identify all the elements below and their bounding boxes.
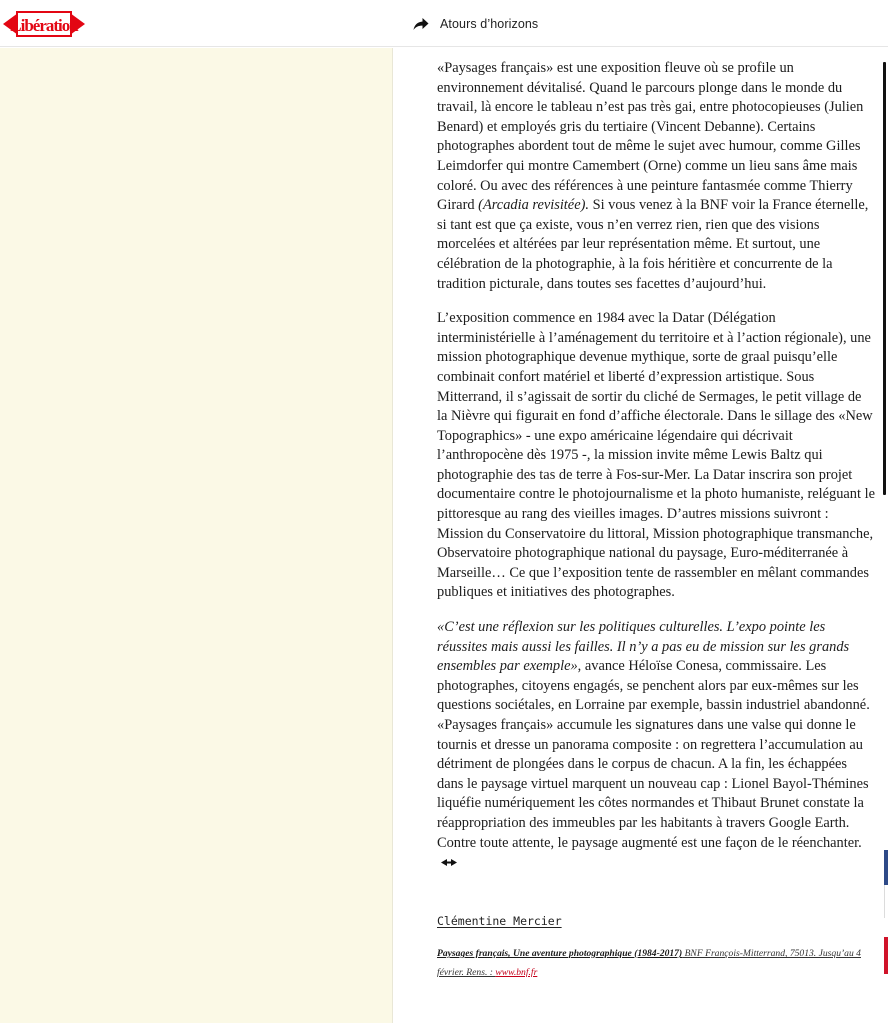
share-arrow-icon [413,17,429,31]
article-paragraph-3 [437,618,875,873]
paragraph-1-text: «Paysages français» est une exposition fleuve où se profile un environnement dévitalisé. Quand le parcours plonge dans le monde du travail, là encore le tableau n’est pas très gai, entre photocopieuses (Julien Benard) et employés gris du tertiaire (Vincent Debanne). Certains photographes abordent tout de même le sujet avec humour, comme Gilles Leimdorfer qui montre Camembert (Orne) comme un lieu sans âme mais coloré. Ou avec des références à une peinture fantasmée comme Thierry Girard [437,60,864,214]
exhibition-title: Paysages français, Une aventure photographique (1984-2017) [437,948,683,959]
share-tab[interactable] [884,885,888,918]
end-of-article-icon [441,859,457,866]
paragraph-1-emphasis: (Arcadia revisitée). [478,197,589,214]
author-byline[interactable]: Clémentine Mercier [437,914,562,928]
article-paragraph-2: L’exposition commence en 1984 avec la Datar (Délégation interministérielle à l’aménagement du territoire et à l’action régionale), une mission photographique devenue mythique, sorte de graal puisqu’elle combinait confort matériel et liberté d’expression artistique. Sous Mitterrand, il s’agissait de sortir du cliché de Sermages, le petit village de la Nièvre qui figurait en fond d’affiche électorale. Dans le sillage des «New Topographics» - une expo américaine légendaire qui décrivait l’anthropocène dès 1975 -, la mission invite même Lewis Baltz qui photographie des tas de terre à Fos-sur-Mer. La Datar inscrira son projet documentaire contre le photojournalisme et la photo humaniste, reléguant le pittoresque au rang des vieilles images. D’autres missions suivront : Mission du Conservatoire du littoral, Mission photographique transmanche, Observatoire photographique national du paysage, Euro-méditerranée à Marseille… Ce que l’exposition tente de rassembler en mêlant commandes publiques et initiatives des photographes. [437,310,875,601]
exhibition-link[interactable]: www.bnf.fr [495,967,538,978]
share-link[interactable] [413,13,538,35]
share-label: Atours d’horizons [440,17,539,31]
reading-progress-bar [883,62,886,495]
logo-text: Libération [10,16,78,35]
paragraph-1-text-end: Si vous venez à la BNF voir la France éternelle, si tant est que ça existe, vous n’en verrez rien, rien que des visions morcelées et altérées par leur représentation même. Et surtout, une célébration de la photographie, à la fois héritière et concurrente de la tradition picturale, dans toutes ses facettes d’aujourd’hui. [437,197,869,292]
paragraph-3-quote: «C’est une réflexion sur les politiques culturelles. L’expo pointe les réussites mais aussi les failles. Il n’y a pas eu de mission sur les grands ensembles par exemple» [437,619,850,675]
paragraph-3-text: , avance Héloïse Conesa, commissaire. Les photographes, citoyens engagés, se penchent alors par eux-mêmes sur les questions sociétales, en Lorraine par exemple, bassin industriel abandonné. «Paysages français» accumule les signatures dans une valse qui donne le tournis et dresse un panorama composite : on regrettera l’accumulation au détriment de plongées dans le corpus de chacun. A la fin, les échappées dans le paysage virtuel marquent un nouveau cap : Lionel Bayol-Thémines liquéfie numériquement les côtes normandes et Thibaut Brunet constate la réappropriation des immeubles par les habitants à travers Google Earth. Contre toute attente, le paysage augmenté est une façon de le réenchanter. [437,658,870,851]
left-sidebar-panel [0,48,393,1023]
share-red-tab[interactable] [884,937,888,974]
exhibition-venue: BNF François-Mitterrand, 75013. Jusqu’au 4 février. Rens. : [437,948,861,978]
share-facebook-tab[interactable] [884,850,888,885]
liberation-logo[interactable] [3,9,85,39]
article-body [437,59,875,888]
article-paragraph-1 [437,59,875,294]
top-bar [0,0,888,47]
exhibition-info [437,944,867,982]
